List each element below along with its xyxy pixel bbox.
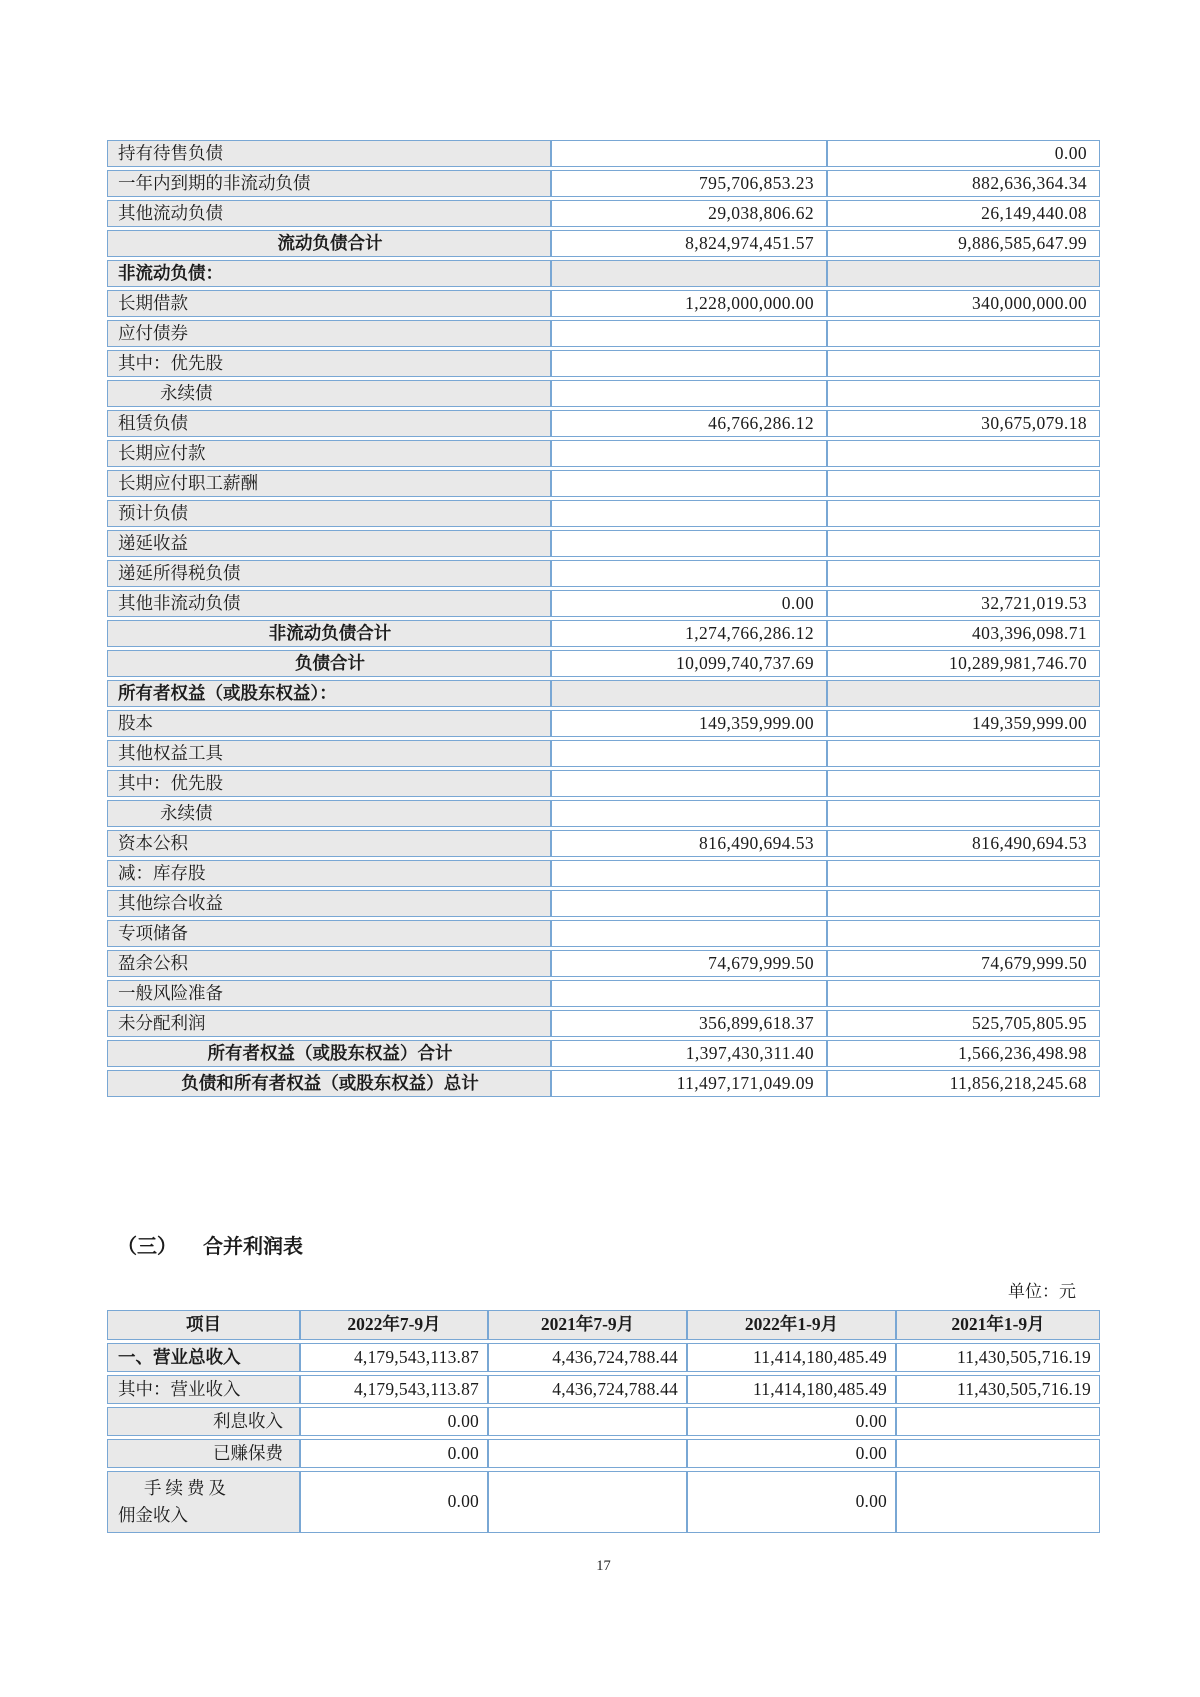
current-period-value-cell xyxy=(551,560,827,587)
current-period-value-cell xyxy=(551,320,827,347)
table-row xyxy=(107,1040,1100,1067)
row-label-cell xyxy=(107,1471,300,1533)
table-row xyxy=(107,830,1100,857)
prior-period-value-cell xyxy=(827,680,1100,707)
value-2022-ytd-cell: 0.00 xyxy=(687,1439,896,1468)
row-label-text: 一、营业总收入 xyxy=(118,1346,241,1367)
value-2021-q3-cell xyxy=(488,1471,687,1533)
prior-period-value-cell xyxy=(827,560,1100,587)
prior-period-value-cell: 1,566,236,498.98 xyxy=(827,1040,1100,1067)
row-label-cell: 一年内到期的非流动负债 xyxy=(107,170,551,197)
row-label-cell: 专项储备 xyxy=(107,920,551,947)
current-period-value-cell: 29,038,806.62 xyxy=(551,200,827,227)
income-statement-header xyxy=(107,1310,1100,1340)
value-2022-q3-cell: 4,179,543,113.87 xyxy=(300,1375,488,1404)
table-row xyxy=(107,290,1100,317)
prior-period-value-cell xyxy=(827,350,1100,377)
table-row xyxy=(107,470,1100,497)
current-period-value-cell xyxy=(551,800,827,827)
unit-note: 单位：元 xyxy=(1008,1282,1076,1301)
table-row xyxy=(107,650,1100,677)
row-label-text: 其中：营业收入 xyxy=(118,1378,241,1399)
row-label-cell: 负债和所有者权益（或股东权益）总计 xyxy=(107,1070,551,1097)
table-row xyxy=(107,620,1100,647)
value-2022-ytd-cell: 0.00 xyxy=(687,1471,896,1533)
row-label-cell: 未分配利润 xyxy=(107,1010,551,1037)
prior-period-value-cell: 11,856,218,245.68 xyxy=(827,1070,1100,1097)
row-label-cell: 长期借款 xyxy=(107,290,551,317)
income-statement-table xyxy=(107,1307,1100,1536)
prior-period-value-cell xyxy=(827,890,1100,917)
value-2021-q3-cell xyxy=(488,1407,687,1436)
value-2022-q3-cell: 0.00 xyxy=(300,1471,488,1533)
row-label-text: 手续费及佣金收入 xyxy=(118,1478,226,1525)
value-2021-ytd-cell: 11,430,505,716.19 xyxy=(896,1375,1100,1404)
row-label-cell: 流动负债合计 xyxy=(107,230,551,257)
prior-period-value-cell: 525,705,805.95 xyxy=(827,1010,1100,1037)
current-period-value-cell: 1,274,766,286.12 xyxy=(551,620,827,647)
header-2021-q3: 2021年7-9月 xyxy=(488,1310,687,1340)
current-period-value-cell: 1,397,430,311.40 xyxy=(551,1040,827,1067)
value-2021-q3-cell xyxy=(488,1439,687,1468)
current-period-value-cell: 1,228,000,000.00 xyxy=(551,290,827,317)
prior-period-value-cell: 9,886,585,647.99 xyxy=(827,230,1100,257)
current-period-value-cell: 74,679,999.50 xyxy=(551,950,827,977)
current-period-value-cell xyxy=(551,530,827,557)
row-label-text: 已赚保费 xyxy=(213,1442,283,1463)
value-2022-q3-cell: 0.00 xyxy=(300,1407,488,1436)
table-row xyxy=(107,230,1100,257)
prior-period-value-cell xyxy=(827,530,1100,557)
prior-period-value-cell xyxy=(827,770,1100,797)
row-label-cell: 其他流动负债 xyxy=(107,200,551,227)
current-period-value-cell: 816,490,694.53 xyxy=(551,830,827,857)
row-label-cell: 非流动负债： xyxy=(107,260,551,287)
table-row xyxy=(107,1471,1100,1533)
row-label-cell: 负债合计 xyxy=(107,650,551,677)
row-label-cell: 长期应付职工薪酬 xyxy=(107,470,551,497)
section-number: （三） xyxy=(117,1236,177,1258)
row-label-cell xyxy=(107,1343,300,1372)
row-label-cell xyxy=(107,1375,300,1404)
value-2022-ytd-cell: 0.00 xyxy=(687,1407,896,1436)
row-label-cell: 递延所得税负债 xyxy=(107,560,551,587)
prior-period-value-cell xyxy=(827,980,1100,1007)
current-period-value-cell xyxy=(551,140,827,167)
prior-period-value-cell: 26,149,440.08 xyxy=(827,200,1100,227)
value-2022-q3-cell: 4,179,543,113.87 xyxy=(300,1343,488,1372)
prior-period-value-cell: 10,289,981,746.70 xyxy=(827,650,1100,677)
header-row xyxy=(107,1310,1100,1340)
table-row xyxy=(107,770,1100,797)
row-label-cell: 盈余公积 xyxy=(107,950,551,977)
row-label-text: 利息收入 xyxy=(213,1410,283,1431)
table-row xyxy=(107,410,1100,437)
table-row xyxy=(107,710,1100,737)
current-period-value-cell: 11,497,171,049.09 xyxy=(551,1070,827,1097)
row-label-cell: 非流动负债合计 xyxy=(107,620,551,647)
row-label-cell: 长期应付款 xyxy=(107,440,551,467)
header-2021-ytd: 2021年1-9月 xyxy=(896,1310,1100,1340)
table-row xyxy=(107,1010,1100,1037)
table-row xyxy=(107,920,1100,947)
page-number: 17 xyxy=(596,1558,611,1574)
table-row xyxy=(107,200,1100,227)
current-period-value-cell xyxy=(551,860,827,887)
current-period-value-cell: 356,899,618.37 xyxy=(551,1010,827,1037)
table-row xyxy=(107,350,1100,377)
row-label-cell: 预计负债 xyxy=(107,500,551,527)
row-label-cell: 资本公积 xyxy=(107,830,551,857)
current-period-value-cell xyxy=(551,890,827,917)
table-row xyxy=(107,980,1100,1007)
current-period-value-cell xyxy=(551,920,827,947)
value-2021-ytd-cell: 11,430,505,716.19 xyxy=(896,1343,1100,1372)
value-2021-ytd-cell xyxy=(896,1471,1100,1533)
current-period-value-cell xyxy=(551,440,827,467)
balance-sheet-table xyxy=(107,137,1100,1100)
row-label-cell: 永续债 xyxy=(107,800,551,827)
table-row xyxy=(107,590,1100,617)
row-label-cell: 持有待售负债 xyxy=(107,140,551,167)
prior-period-value-cell xyxy=(827,440,1100,467)
current-period-value-cell xyxy=(551,740,827,767)
table-row xyxy=(107,170,1100,197)
table-row xyxy=(107,500,1100,527)
prior-period-value-cell: 0.00 xyxy=(827,140,1100,167)
table-row xyxy=(107,860,1100,887)
current-period-value-cell xyxy=(551,260,827,287)
prior-period-value-cell: 30,675,079.18 xyxy=(827,410,1100,437)
row-label-cell: 租赁负债 xyxy=(107,410,551,437)
row-label-cell: 递延收益 xyxy=(107,530,551,557)
row-label-cell: 一般风险准备 xyxy=(107,980,551,1007)
current-period-value-cell: 0.00 xyxy=(551,590,827,617)
balance-sheet-body xyxy=(107,140,1100,1097)
row-label-cell: 所有者权益（或股东权益）： xyxy=(107,680,551,707)
prior-period-value-cell: 403,396,098.71 xyxy=(827,620,1100,647)
header-item-column: 项目 xyxy=(107,1310,300,1340)
prior-period-value-cell: 74,679,999.50 xyxy=(827,950,1100,977)
row-label-cell: 其中：优先股 xyxy=(107,770,551,797)
current-period-value-cell xyxy=(551,500,827,527)
value-2021-ytd-cell xyxy=(896,1439,1100,1468)
page-content xyxy=(107,137,1100,1575)
table-row xyxy=(107,260,1100,287)
row-label-cell: 其他权益工具 xyxy=(107,740,551,767)
table-row xyxy=(107,440,1100,467)
current-period-value-cell xyxy=(551,770,827,797)
prior-period-value-cell xyxy=(827,860,1100,887)
income-statement-body xyxy=(107,1343,1100,1533)
table-row xyxy=(107,1407,1100,1436)
table-row xyxy=(107,890,1100,917)
value-2021-q3-cell: 4,436,724,788.44 xyxy=(488,1343,687,1372)
prior-period-value-cell xyxy=(827,380,1100,407)
value-2022-q3-cell: 0.00 xyxy=(300,1439,488,1468)
prior-period-value-cell xyxy=(827,740,1100,767)
table-row xyxy=(107,140,1100,167)
table-row xyxy=(107,320,1100,347)
row-label-cell: 其中：优先股 xyxy=(107,350,551,377)
section-title: 合并利润表 xyxy=(203,1236,303,1258)
prior-period-value-cell: 816,490,694.53 xyxy=(827,830,1100,857)
table-row xyxy=(107,1375,1100,1404)
current-period-value-cell: 46,766,286.12 xyxy=(551,410,827,437)
prior-period-value-cell: 32,721,019.53 xyxy=(827,590,1100,617)
table-row xyxy=(107,800,1100,827)
prior-period-value-cell: 882,636,364.34 xyxy=(827,170,1100,197)
prior-period-value-cell xyxy=(827,500,1100,527)
table-row xyxy=(107,1343,1100,1372)
row-label-cell: 减：库存股 xyxy=(107,860,551,887)
prior-period-value-cell xyxy=(827,800,1100,827)
table-row xyxy=(107,560,1100,587)
current-period-value-cell xyxy=(551,980,827,1007)
current-period-value-cell xyxy=(551,680,827,707)
header-2022-ytd: 2022年1-9月 xyxy=(687,1310,896,1340)
prior-period-value-cell: 340,000,000.00 xyxy=(827,290,1100,317)
table-row xyxy=(107,380,1100,407)
current-period-value-cell: 10,099,740,737.69 xyxy=(551,650,827,677)
row-label-cell: 应付债券 xyxy=(107,320,551,347)
prior-period-value-cell xyxy=(827,260,1100,287)
row-label-cell xyxy=(107,1439,300,1468)
prior-period-value-cell: 149,359,999.00 xyxy=(827,710,1100,737)
table-row xyxy=(107,1070,1100,1097)
header-2022-q3: 2022年7-9月 xyxy=(300,1310,488,1340)
value-2021-q3-cell: 4,436,724,788.44 xyxy=(488,1375,687,1404)
current-period-value-cell: 8,824,974,451.57 xyxy=(551,230,827,257)
current-period-value-cell: 149,359,999.00 xyxy=(551,710,827,737)
row-label-cell: 其他综合收益 xyxy=(107,890,551,917)
table-row xyxy=(107,1439,1100,1468)
prior-period-value-cell xyxy=(827,920,1100,947)
prior-period-value-cell xyxy=(827,320,1100,347)
table-row xyxy=(107,950,1100,977)
value-2022-ytd-cell: 11,414,180,485.49 xyxy=(687,1375,896,1404)
row-label-cell: 股本 xyxy=(107,710,551,737)
row-label-cell xyxy=(107,1407,300,1436)
row-label-cell: 所有者权益（或股东权益）合计 xyxy=(107,1040,551,1067)
table-row xyxy=(107,740,1100,767)
section-heading xyxy=(107,1230,1100,1259)
current-period-value-cell xyxy=(551,470,827,497)
table-row xyxy=(107,680,1100,707)
table-row xyxy=(107,530,1100,557)
current-period-value-cell xyxy=(551,380,827,407)
current-period-value-cell: 795,706,853.23 xyxy=(551,170,827,197)
row-label-cell: 其他非流动负债 xyxy=(107,590,551,617)
value-2021-ytd-cell xyxy=(896,1407,1100,1436)
current-period-value-cell xyxy=(551,350,827,377)
value-2022-ytd-cell: 11,414,180,485.49 xyxy=(687,1343,896,1372)
row-label-cell: 永续债 xyxy=(107,380,551,407)
prior-period-value-cell xyxy=(827,470,1100,497)
